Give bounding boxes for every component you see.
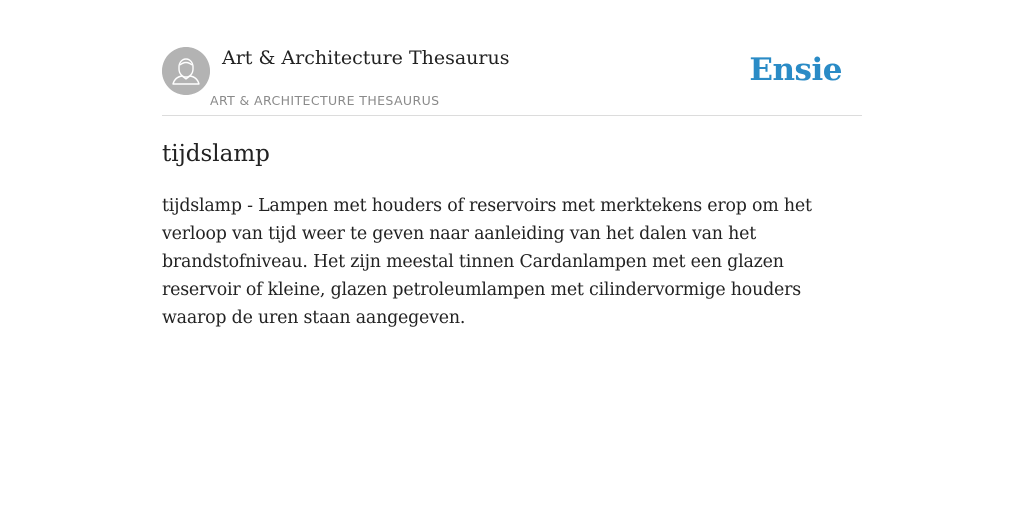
ensie-logo[interactable]: Ensie [749, 52, 842, 88]
entry-definition: tijdslamp - Lampen met houders of reservoirs met merktekens erop om het verloop van tijd weer te geven naar aanleiding van het dalen van het brandstofniveau. Het zijn meestal tinnen Cardanlampen met een glazen reservoir of kleine, glazen petroleumlampen met cilindervormige houders waarop de uren staan aangegeven. [162, 196, 812, 328]
header [162, 0, 862, 116]
author-subtitle: ART & ARCHITECTURE THESAURUS [210, 93, 440, 108]
user-avatar-icon[interactable] [162, 47, 210, 95]
entry-title: tijdslamp [162, 141, 270, 167]
author-name[interactable]: Art & Architecture Thesaurus [222, 47, 510, 69]
content-container [162, 0, 862, 328]
